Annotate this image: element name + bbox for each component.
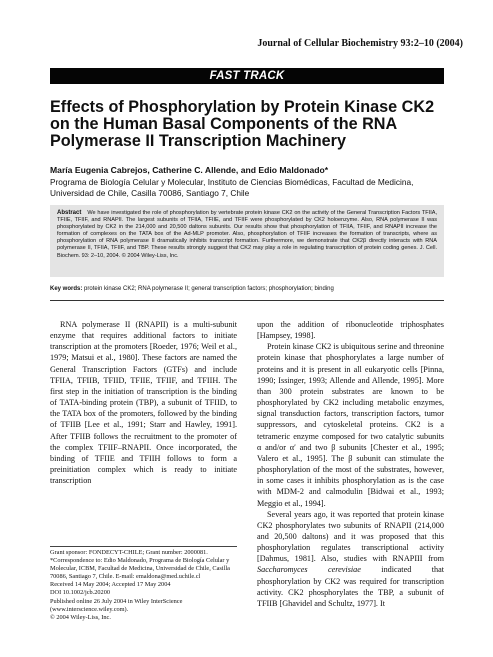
published-online: Published online 26 July 2004 in Wiley InterScience (www.interscience.wiley.com). bbox=[50, 597, 183, 613]
species-name: Saccharomyces cerevisiae bbox=[257, 565, 361, 575]
abstract-label: Abstract bbox=[57, 210, 82, 216]
abstract-box bbox=[50, 205, 444, 277]
journal-citation: Journal of Cellular Biochemistry 93:2–10 (2004) bbox=[257, 38, 463, 49]
body-paragraph bbox=[257, 509, 444, 609]
author-affiliation: Programa de Biología Celular y Molecular, Instituto de Ciencias Biomédicas, Facultad de Medicina, Universidad de Chile, Casilla 70086, Santiago 7, Chile bbox=[50, 177, 414, 198]
fast-track-banner: FAST TRACK bbox=[50, 68, 444, 84]
keywords-label: Key words: bbox=[50, 286, 83, 292]
author-list: María Eugenia Cabrejos, Catherine C. Allende, and Edio Maldonado* bbox=[50, 165, 329, 175]
article-title: Effects of Phosphorylation by Protein Kinase CK2 on the Human Basal Components of the RNA Polymerase II Transcription Machinery bbox=[50, 98, 435, 150]
body-column-right bbox=[257, 319, 444, 609]
body-column-left bbox=[50, 319, 237, 486]
received-date: Received 14 May 2004; Accepted 17 May 2004 bbox=[50, 581, 171, 589]
doi: DOI 10.1002/jcb.20200 bbox=[50, 589, 110, 597]
body-text: Several years ago, it was reported that protein kinase CK2 phosphorylates two subunits of RNAPII (214,000 and 20,500 daltons) and it was proposed that this phosphorylation regulates transcriptional activity [Dahmus, 1981]. Also, studies with RNAPIII from bbox=[257, 509, 444, 564]
footnotes bbox=[50, 549, 237, 622]
body-paragraph: Protein kinase CK2 is ubiquitous serine and threonine protein kinase that phosphorylates a large number of proteins and it is present in all eukaryotic cells [Pinna, 1990; Issinger, 1993; Allende and Allende, 1995]. More than 300 protein substrates are known to be phosphorylated by CK2 including metabolic enzymes, signal transduction factors, transcription factors, tumor suppressors, and cytoskeletal proteins. CK2 is a tetrameric enzyme composed for two catalytic subunits α and/or α′ and two β subunits [Chester et al., 1995; Valero et al., 1995]. The β subunit can stimulate the phosphorylation of the most of the substrates, however, in some cases it inhibits phosphorylation as is the case with MDM-2 and calmodulin [Bidwai et al., 1993; Meggio et al., 1994]. bbox=[257, 342, 444, 508]
abstract-text: We have investigated the role of phosphorylation by vertebrate protein kinase CK2 on the activity of the General Transcription Factors TFIIA, TFIIE, TFIIF, and RNAPII. The largest subunits of TFIIA, TFIIE, and TFIIF were phosphorylated by CK2 holoenzyme. Also, RNA polymerase II was phosphorylated by CK2 in the 214,000 and 20,500 daltons subunits. Our results show that phosphorylation of TFIIA, TFIIF, and RNAPII increase the formation of complexes on the TATA box of the Ad-MLP promoter. Also, phosphorylation of TFIIF increases the formation of transcripts, where as phosphorylation of RNA polymerase II dramatically inhibits transcript formation. Furthermore, we demonstrate that CK2β directly interacts with RNA polymerase II, TFIIA, TFIIF, and TBP. These results strongly suggest that CK2 may play a role in regulating transcription of protein coding genes. J. Cell. Biochem. 93: 2–10, 2004. © 2004 Wiley-Liss, Inc. bbox=[57, 210, 437, 259]
keywords-text: protein kinase CK2; RNA polymerase II; general transcription factors; phosphorylation; binding bbox=[84, 286, 334, 292]
keywords bbox=[50, 286, 450, 292]
footnote-divider bbox=[50, 546, 237, 547]
copyright: © 2004 Wiley-Liss, Inc. bbox=[50, 613, 111, 621]
body-paragraph: upon the addition of ribonucleotide triphosphates [Hampsey, 1998]. bbox=[257, 320, 444, 341]
grant-note: Grant sponsor: FONDECYT-CHILE; Grant number: 2000081. bbox=[50, 549, 208, 556]
body-text: indicated that phosphorylation by CK2 was required for transcription activity. CK2 phosphorylates the TBP, a subunit of TFIIB [Ghavidel and Schultz, 1977]. It bbox=[257, 565, 444, 608]
body-paragraph: RNA polymerase II (RNAPII) is a multi-subunit enzyme that requires additional factors to initiate transcription at the promoters [Roeder, 1976; Weil et al., 1979; Matsui et al., 1980]. These factors are named the General Transcription Factors (GTFs) and include TFIIA, TFIIB, TFIID, TFIIE, TFIIF, and TFIIH. The first step in the initiation of transcription is the binding of TATA-binding protein (TBP), a subunit of TFIID, to the TATA box of the promoters, followed by the binding of TFIIB [Lee et al., 1991; Starr and Hawley, 1991]. After TFIIB follows the recruitment to the promoter of the complex TFIIF–RNAPII. Once incorporated, the binding of TFIIE and TFIIH follows to form a preinitiation complex which is ready to initiate transcription bbox=[50, 320, 237, 486]
abstract bbox=[57, 210, 437, 260]
section-divider bbox=[50, 300, 444, 301]
correspondence-note: *Correspondence to: Edio Maldonado, Programa de Biología Celular y Molecular, ICBM, Facultad de Medicina, Universidad de Chile, Casilla 70086, Santiago 7, Chile. E-mail: emaldona@med.uchile.cl bbox=[50, 557, 230, 581]
